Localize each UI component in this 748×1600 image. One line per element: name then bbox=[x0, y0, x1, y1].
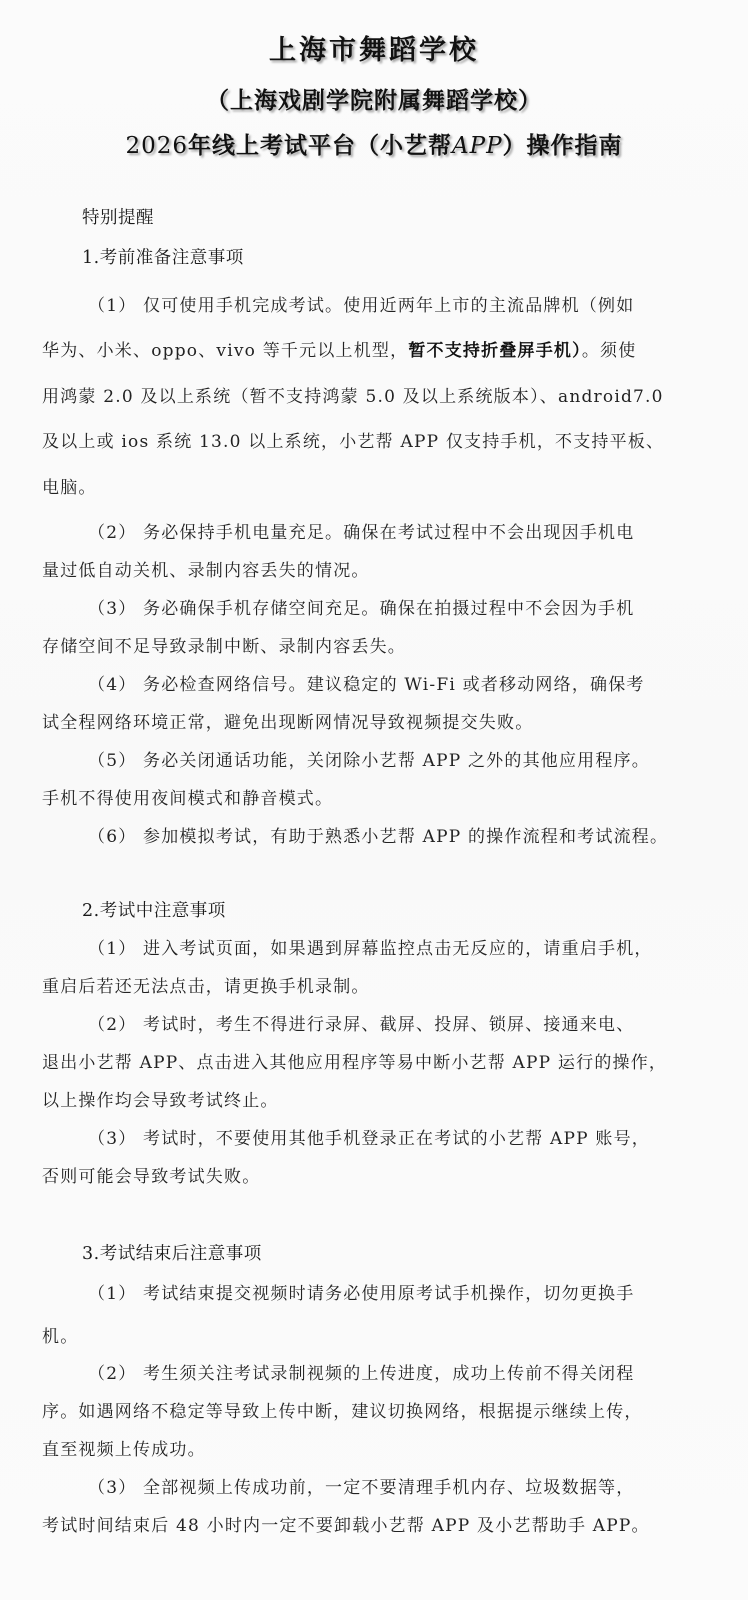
s3-item2-line1: （2） 考生须关注考试录制视频的上传进度，成功上传前不得关闭程 bbox=[88, 1364, 635, 1384]
s1-item2-line2: 量过低自动关机、录制内容丢失的情况。 bbox=[42, 561, 370, 581]
s1-item1-line2-tail: 。须使 bbox=[581, 341, 637, 361]
section-1-heading: 1.考前准备注意事项 bbox=[82, 248, 244, 268]
s2-item3-line2: 否则可能会导致考试失败。 bbox=[42, 1167, 261, 1187]
s1-item1-line3: 用鸿蒙 2.0 及以上系统（暂不支持鸿蒙 5.0 及以上系统版本）、android7.0 bbox=[42, 387, 664, 407]
s3-item1-line1: （1） 考试结束提交视频时请务必使用原考试手机操作，切勿更换手 bbox=[88, 1284, 635, 1304]
s3-item2-line3: 直至视频上传成功。 bbox=[42, 1440, 206, 1460]
s1-item1-line5: 电脑。 bbox=[42, 478, 97, 498]
s1-item2-line1: （2） 务必保持手机电量充足。确保在考试过程中不会出现因手机电 bbox=[88, 523, 635, 543]
s3-item2-line2: 序。如遇网络不稳定等导致上传中断，建议切换网络，根据提示继续上传， bbox=[42, 1402, 643, 1422]
s2-item2-line1: （2） 考试时，考生不得进行录屏、截屏、投屏、锁屏、接通来电、 bbox=[88, 1015, 635, 1035]
school-subtitle: （上海戏剧学院附属舞蹈学校） bbox=[206, 88, 542, 114]
s1-item1-bold-note: 暂不支持折叠屏手机） bbox=[408, 341, 582, 361]
s1-item5-line2: 手机不得使用夜间模式和静音模式。 bbox=[42, 789, 334, 809]
guide-title bbox=[0, 127, 748, 160]
s1-item4-line2: 试全程网络环境正常，避免出现断网情况导致视频提交失败。 bbox=[42, 713, 534, 733]
s1-item1-line2-text: 华为、小米、oppo、vivo 等千元以上机型， bbox=[42, 341, 409, 361]
s1-item6-line1: （6） 参加模拟考试，有助于熟悉小艺帮 APP 的操作流程和考试流程。 bbox=[88, 827, 669, 847]
s2-item2-line3: 以上操作均会导致考试终止。 bbox=[42, 1091, 279, 1111]
s1-item3-line2: 存储空间不足导致录制中断、录制内容丢失。 bbox=[42, 637, 406, 657]
s3-item3-line1: （3） 全部视频上传成功前，一定不要清理手机内存、垃圾数据等， bbox=[88, 1478, 635, 1498]
s3-item3-line2: 考试时间结束后 48 小时内一定不要卸载小艺帮 APP 及小艺帮助手 APP。 bbox=[42, 1516, 650, 1536]
section-2-heading: 2.考试中注意事项 bbox=[82, 901, 226, 921]
guide-title-app: APP bbox=[451, 133, 503, 159]
s2-item3-line1: （3） 考试时，不要使用其他手机登录正在考试的小艺帮 APP 账号， bbox=[88, 1129, 650, 1149]
s1-item1-line2 bbox=[42, 339, 636, 363]
s2-item2-line2: 退出小艺帮 APP、点击进入其他应用程序等易中断小艺帮 APP 运行的操作， bbox=[42, 1053, 668, 1073]
s2-item1-line1: （1） 进入考试页面，如果遇到屏幕监控点击无反应的，请重启手机， bbox=[88, 939, 653, 959]
s1-item1-line4: 及以上或 ios 系统 13.0 以上系统，小艺帮 APP 仅支持手机，不支持平板、 bbox=[42, 432, 665, 452]
guide-title-end: ）操作指南 bbox=[502, 133, 623, 159]
school-title: 上海市舞蹈学校 bbox=[269, 35, 479, 66]
s1-item5-line1: （5） 务必关闭通话功能，关闭除小艺帮 APP 之外的其他应用程序。 bbox=[88, 751, 650, 771]
guide-title-year: 2026 bbox=[125, 133, 188, 159]
reminder-heading: 特别提醒 bbox=[82, 208, 154, 228]
guide-title-mid: 年线上考试平台（小艺帮 bbox=[187, 133, 452, 159]
s1-item3-line1: （3） 务必确保手机存储空间充足。确保在拍摄过程中不会因为手机 bbox=[88, 599, 635, 619]
s1-item4-line1: （4） 务必检查网络信号。建议稳定的 Wi-Fi 或者移动网络，确保考 bbox=[88, 675, 645, 695]
s1-item1-line1: （1） 仅可使用手机完成考试。使用近两年上市的主流品牌机（例如 bbox=[88, 296, 635, 316]
section-3-heading: 3.考试结束后注意事项 bbox=[82, 1244, 262, 1264]
s3-item1-line2: 机。 bbox=[42, 1327, 79, 1347]
s2-item1-line2: 重启后若还无法点击，请更换手机录制。 bbox=[42, 977, 370, 997]
